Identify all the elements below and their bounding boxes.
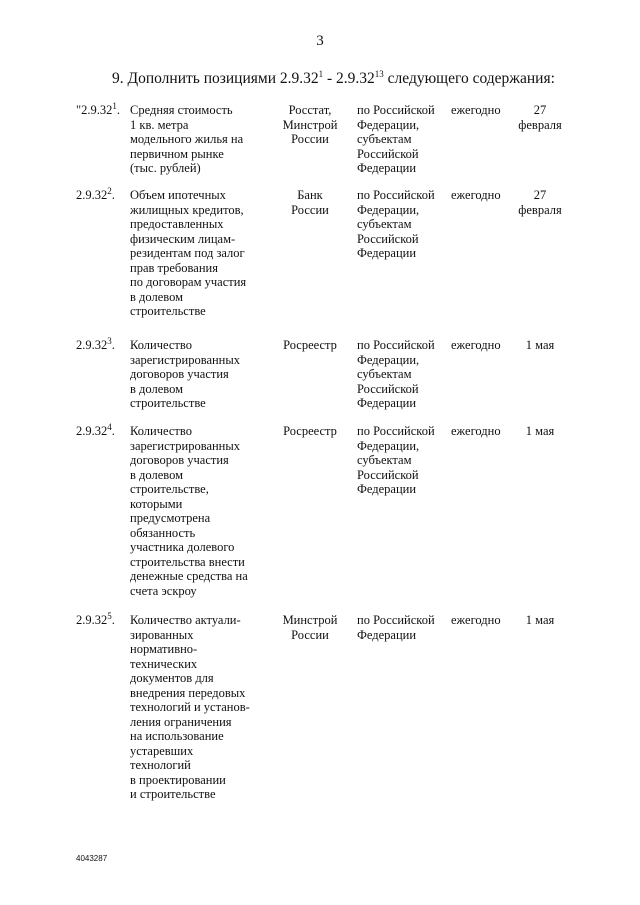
- data-level-line: по Российской: [357, 103, 435, 117]
- periodicity: ежегодно: [451, 424, 501, 438]
- indicator-name-line: предусмотрена: [130, 511, 211, 525]
- indicator-name: [130, 424, 268, 598]
- indicator-name: [130, 103, 268, 176]
- data-level-line: Федерации: [357, 161, 417, 175]
- indicator-name-line: (тыс. рублей): [130, 161, 201, 175]
- indicator-name-line: первичном рынке: [130, 146, 224, 161]
- data-level-line: Федерации: [357, 627, 417, 642]
- indicator-name-line: резидентам под залог: [130, 246, 245, 260]
- indicator-name-line: денежные средства на: [130, 569, 248, 583]
- indicator-name-line: договоров участия: [130, 367, 229, 381]
- periodicity: ежегодно: [451, 613, 501, 627]
- indicator-name-line: строительстве: [130, 304, 206, 318]
- indicator-name-line: нормативно-: [130, 642, 198, 656]
- indicator-name-line: счета эскроу: [130, 583, 197, 598]
- section-heading: 9. Дополнить позициями 2.9.32$^1$ - 2.9.32$^{13}$ следующего содержания:: [112, 68, 555, 87]
- indicator-name-line: документов для: [130, 671, 214, 685]
- indicator-name-line: строительства внести: [130, 554, 245, 569]
- indicator-name: [130, 188, 268, 319]
- data-level-line: по Российской: [357, 613, 435, 627]
- row-code: 2.9.32$^4$.: [76, 421, 115, 438]
- deadline-line: 1 мая: [525, 424, 555, 438]
- data-level-line: Федерации: [357, 246, 417, 260]
- indicator-name-line: модельного жилья на: [130, 132, 244, 146]
- indicator-name-line: Количество: [130, 424, 192, 438]
- indicator-name-line: строительстве: [130, 396, 206, 410]
- deadline: [510, 338, 570, 353]
- deadline-line: 27: [533, 103, 547, 117]
- indicator-name-line: и строительстве: [130, 787, 216, 801]
- data-level-line: субъектам: [357, 217, 412, 231]
- indicator-name-line: предоставленных: [130, 217, 224, 231]
- deadline: [510, 613, 570, 628]
- indicator-name-line: договоров участия: [130, 453, 229, 467]
- indicator-name-line: которыми: [130, 496, 183, 511]
- responsible-agency: [272, 424, 348, 439]
- data-level: [357, 424, 449, 497]
- responsible-agency-line: России: [291, 202, 329, 217]
- data-level-line: Российской: [357, 231, 419, 246]
- indicator-name-line: технологий: [130, 758, 191, 772]
- indicator-name-line: в долевом: [130, 289, 183, 304]
- indicator-name-line: Количество актуали-: [130, 613, 241, 627]
- data-level: [357, 613, 449, 642]
- deadline-line: 27: [533, 188, 547, 202]
- indicator-name-line: жилищных кредитов,: [130, 202, 244, 217]
- indicator-name-line: Объем ипотечных: [130, 188, 226, 202]
- data-level-line: субъектам: [357, 132, 412, 146]
- indicator-name-line: прав требования: [130, 260, 218, 275]
- responsible-agency-line: России: [291, 627, 329, 642]
- data-level-line: Федерации: [357, 396, 417, 410]
- indicator-name-line: внедрения передовых: [130, 685, 246, 700]
- data-level-line: субъектам: [357, 367, 412, 381]
- deadline: [510, 188, 570, 217]
- responsible-agency-line: Росреестр: [283, 424, 337, 438]
- deadline-line: февраля: [518, 117, 562, 132]
- indicator-name-line: технических: [130, 656, 198, 671]
- indicator-name: [130, 613, 268, 802]
- row-code: 2.9.32$^3$.: [76, 335, 115, 352]
- data-level-line: Российской: [357, 146, 419, 161]
- responsible-agency-line: Росреестр: [283, 338, 337, 352]
- data-level-line: субъектам: [357, 453, 412, 467]
- indicator-name: [130, 338, 268, 411]
- indicator-name-line: в долевом: [130, 381, 183, 396]
- data-level-line: Федерации,: [357, 352, 420, 367]
- responsible-agency-line: Росстат,: [288, 103, 332, 117]
- deadline: [510, 424, 570, 439]
- deadline-line: 1 мая: [525, 613, 555, 627]
- indicator-name-line: в долевом: [130, 467, 183, 482]
- responsible-agency-line: Банк: [297, 188, 323, 202]
- responsible-agency-line: России: [291, 132, 329, 146]
- indicator-name-line: Средняя стоимость: [130, 103, 233, 117]
- row-code: 2.9.32$^2$.: [76, 185, 115, 202]
- data-level: [357, 338, 449, 411]
- data-level: [357, 188, 449, 261]
- indicator-name-line: зированных: [130, 627, 194, 642]
- indicator-name-line: зарегистрированных: [130, 352, 241, 367]
- indicator-name-line: зарегистрированных: [130, 438, 241, 453]
- indicator-name-line: 1 кв. метра: [130, 117, 189, 132]
- indicator-name-line: строительстве,: [130, 482, 209, 496]
- row-code: 2.9.32$^5$.: [76, 610, 115, 627]
- indicator-name-line: ления ограничения: [130, 714, 232, 729]
- document-code: 4043287: [76, 854, 108, 863]
- responsible-agency-line: Минстрой: [282, 613, 338, 627]
- indicator-name-line: технологий и установ-: [130, 700, 250, 714]
- indicator-name-line: физическим лицам-: [130, 231, 236, 246]
- periodicity: ежегодно: [451, 103, 501, 117]
- data-level-line: Федерации,: [357, 202, 420, 217]
- data-level-line: Федерации: [357, 482, 417, 496]
- responsible-agency-line: Минстрой: [282, 117, 338, 132]
- data-level-line: Российской: [357, 381, 419, 396]
- responsible-agency: [272, 188, 348, 217]
- data-level: [357, 103, 449, 176]
- data-level-line: Федерации,: [357, 117, 420, 132]
- data-level-line: по Российской: [357, 338, 435, 352]
- indicator-name-line: в проектировании: [130, 772, 226, 787]
- responsible-agency: [272, 613, 348, 642]
- responsible-agency: [272, 103, 348, 147]
- responsible-agency: [272, 338, 348, 353]
- periodicity: ежегодно: [451, 338, 501, 352]
- data-level-line: по Российской: [357, 424, 435, 438]
- indicator-name-line: устаревших: [130, 743, 194, 758]
- row-code: "2.9.32$^1$.: [76, 100, 120, 117]
- indicator-name-line: на использование: [130, 729, 224, 743]
- page-number: 3: [316, 33, 324, 49]
- deadline: [510, 103, 570, 132]
- indicator-name-line: по договорам участия: [130, 275, 247, 289]
- data-level-line: Федерации,: [357, 438, 420, 453]
- periodicity: ежегодно: [451, 188, 501, 202]
- deadline-line: февраля: [518, 202, 562, 217]
- data-level-line: Российской: [357, 467, 419, 482]
- data-level-line: по Российской: [357, 188, 435, 202]
- indicator-name-line: обязанность: [130, 525, 196, 540]
- deadline-line: 1 мая: [525, 338, 555, 352]
- indicator-name-line: Количество: [130, 338, 192, 352]
- indicator-name-line: участника долевого: [130, 540, 235, 554]
